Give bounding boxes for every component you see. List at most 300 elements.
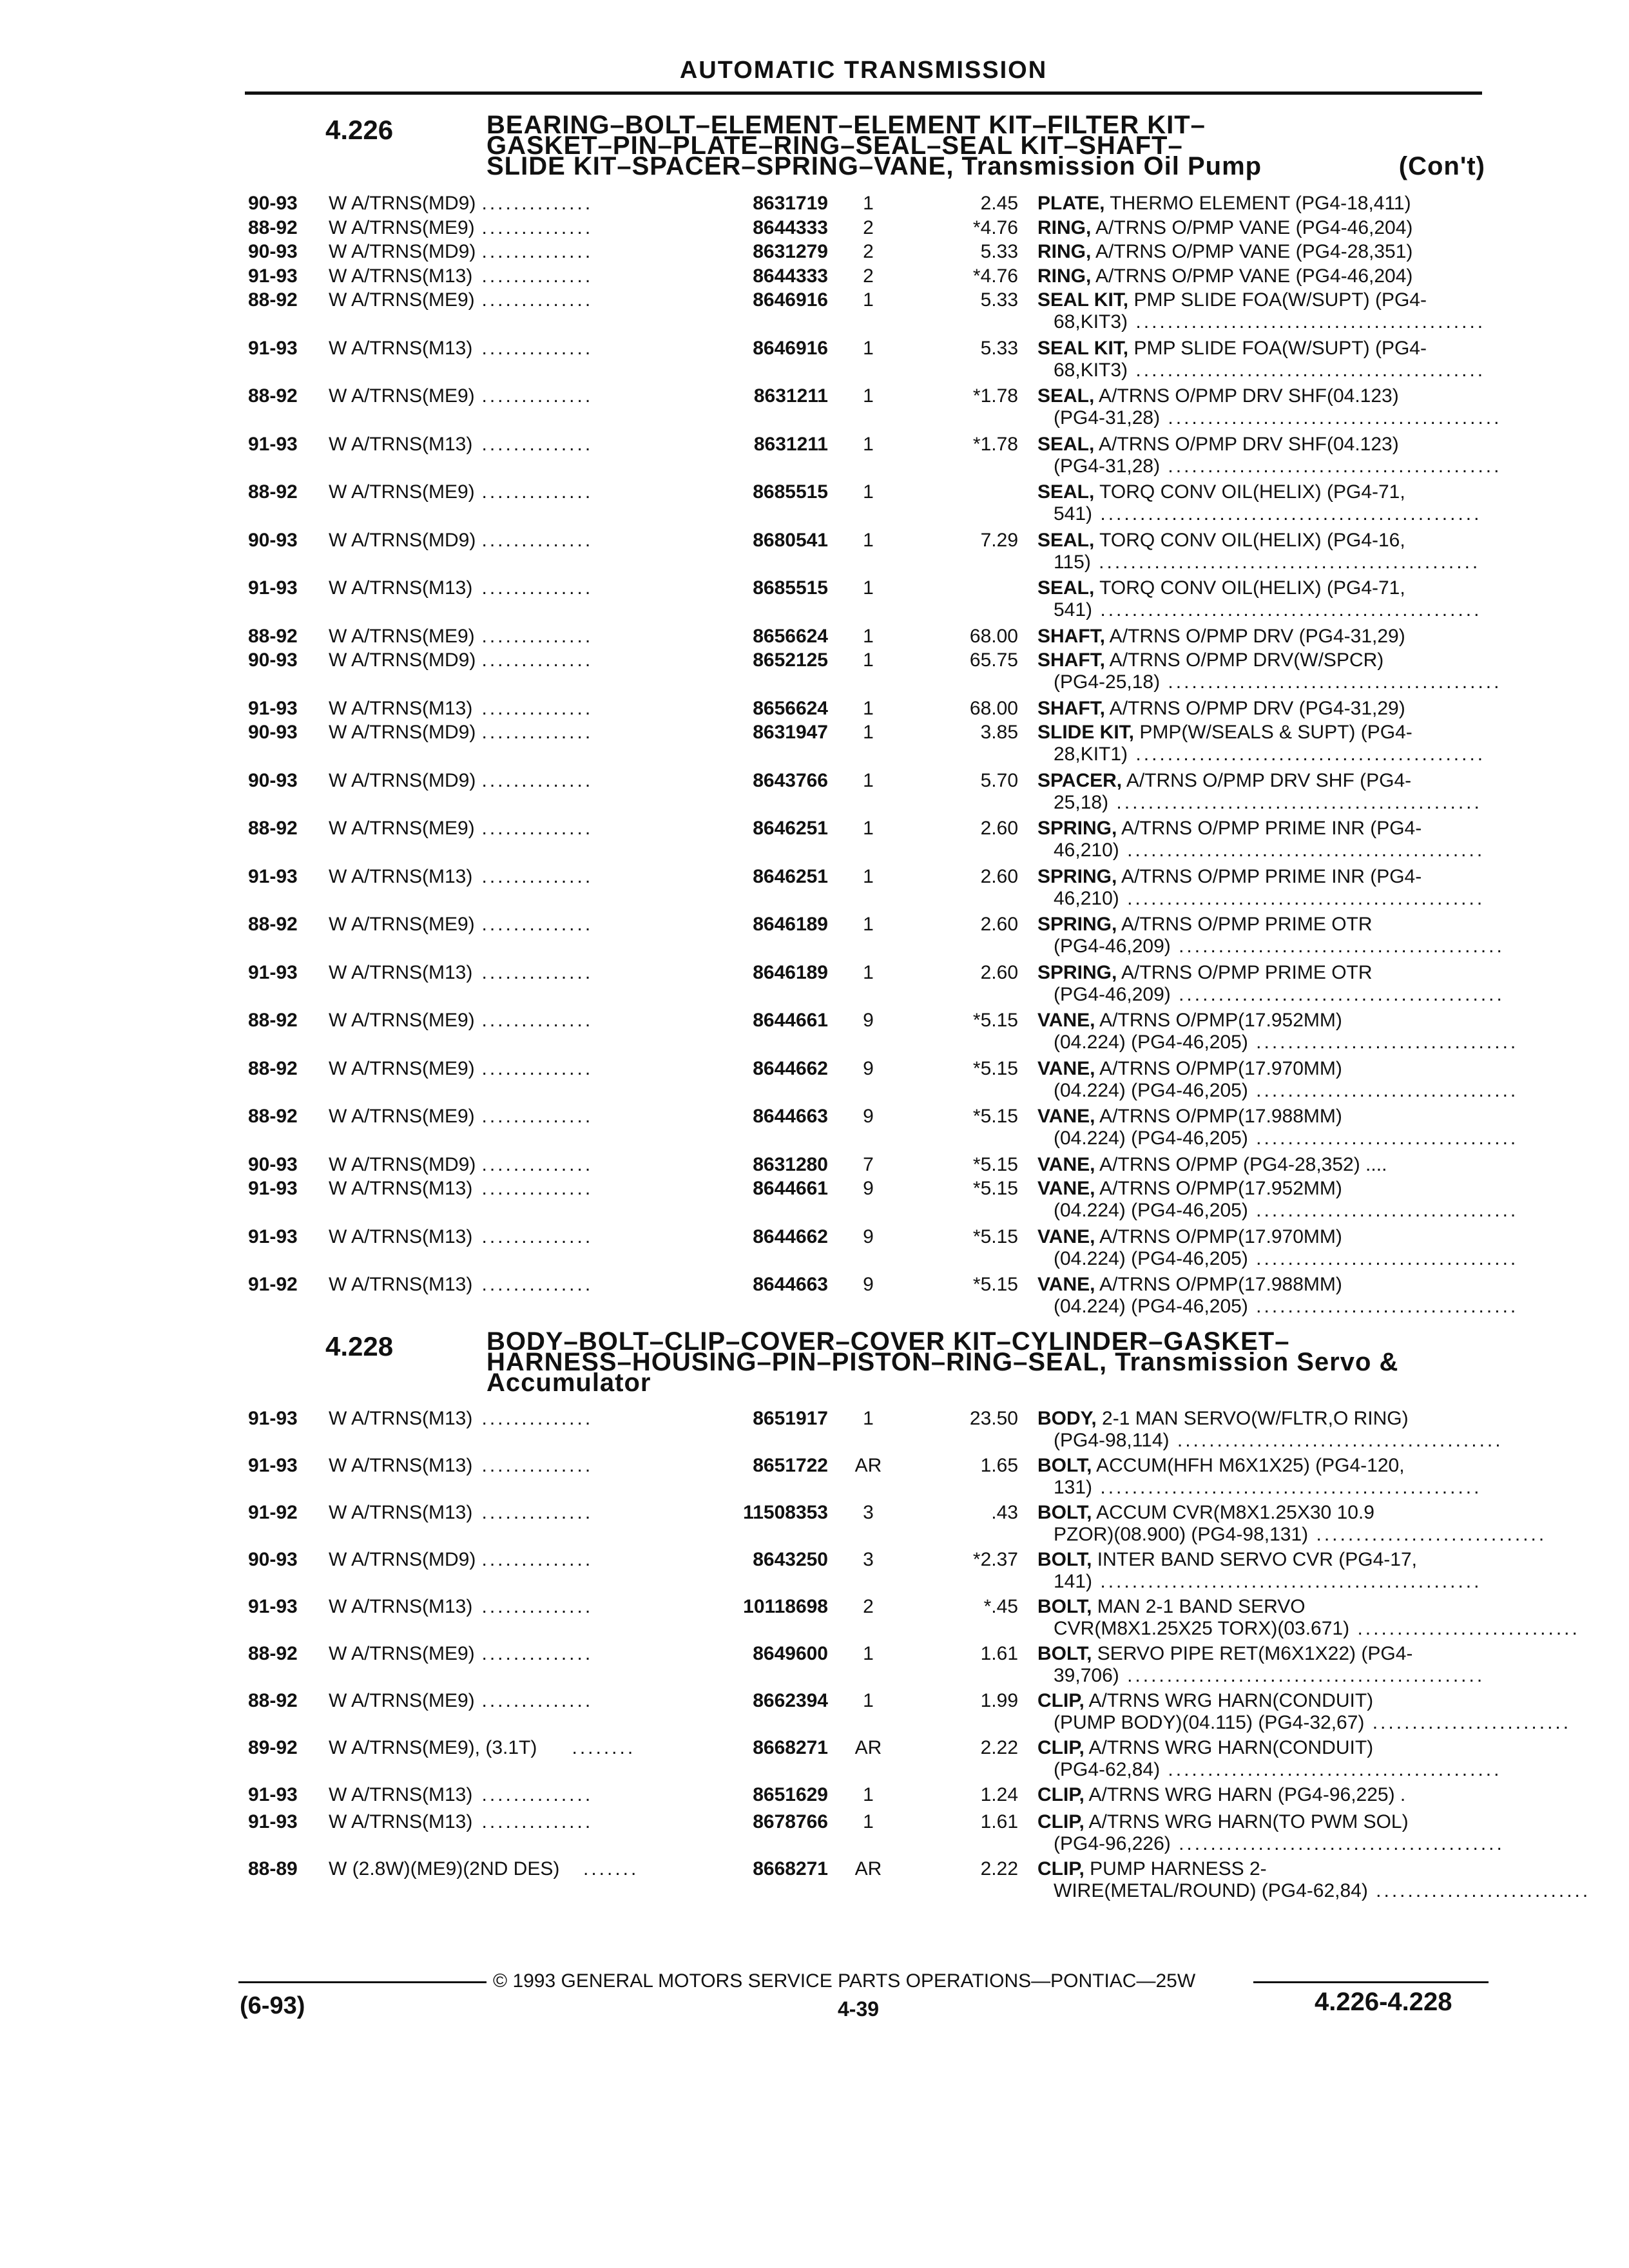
price-cell: 1.61 (980, 1643, 1018, 1664)
leader-dots: .............. (481, 1596, 593, 1617)
section-title-line: GASKET–PIN–PLATE–RING–SEAL–SEAL KIT–SHAFT– (487, 131, 1183, 160)
part-name: SPRING, (1037, 914, 1117, 935)
description-cell (1037, 240, 1412, 264)
part-detail: A/TRNS O/PMP DRV (PG4-31,29) (1105, 697, 1405, 719)
quantity-cell: 1 (863, 961, 874, 983)
section-title-line: HARNESS–HOUSING–PIN–PISTON–RING–SEAL, Transmission Servo & (487, 1348, 1399, 1376)
application-cell: W A/TRNS(MD9) (329, 1549, 476, 1570)
years-cell: 91-93 (248, 1784, 298, 1805)
years-cell: 88-92 (248, 1643, 298, 1664)
part-name: SPRING, (1037, 865, 1117, 887)
part-number-cell: 8652125 (753, 649, 828, 671)
years-cell: 91-93 (248, 433, 298, 455)
leader-dots: .............. (481, 241, 593, 262)
part-number-cell: 8644661 (753, 1010, 828, 1031)
price-cell: *2.37 (972, 1549, 1018, 1570)
part-number-cell: 8668271 (753, 1858, 828, 1879)
section-title (487, 1327, 1485, 1397)
quantity-cell: 9 (863, 1010, 874, 1031)
quantity-cell: 1 (863, 722, 874, 743)
years-cell: 91-93 (248, 1596, 298, 1617)
price-cell: *5.15 (972, 1225, 1018, 1247)
application-cell: W A/TRNS(ME9) (329, 1057, 475, 1079)
price-cell: *5.15 (972, 1274, 1018, 1295)
price-cell: *5.15 (972, 1010, 1018, 1031)
part-detail: A/TRNS O/PMP DRV(W/SPCR) (1105, 649, 1384, 671)
leader-dots: .............. (481, 1811, 593, 1832)
application-cell: W A/TRNS(ME9) (329, 1643, 475, 1664)
description-cell (1037, 1225, 1342, 1249)
part-detail-continued: (PG4-31,28) (1054, 455, 1161, 477)
application-cell: W A/TRNS(M13) (329, 1455, 473, 1476)
years-cell: 91-93 (248, 1178, 298, 1199)
years-cell: 91-93 (248, 1408, 298, 1429)
section-title-line: SLIDE KIT–SPACER–SPRING–VANE, Transmission Oil Pump (487, 152, 1262, 180)
price-cell: 1.61 (980, 1811, 1018, 1832)
part-name: SEAL, (1037, 529, 1095, 551)
part-name: VANE, (1037, 1225, 1095, 1247)
description-cell (1037, 697, 1405, 720)
quantity-cell: 9 (863, 1178, 874, 1199)
years-cell: 90-93 (248, 769, 298, 791)
part-number-cell: 8646251 (753, 865, 828, 887)
part-name: SEAL KIT, (1037, 289, 1129, 311)
application-cell: W A/TRNS(MD9) (329, 193, 476, 214)
leader-dots: ........ (572, 1737, 636, 1758)
quantity-cell: 3 (863, 1502, 874, 1523)
description-cell (1037, 577, 1405, 600)
years-cell: 88-92 (248, 289, 298, 311)
years-cell: 89-92 (248, 1737, 298, 1758)
part-number-cell: 8685515 (753, 481, 828, 503)
leader-dots: .............. (481, 433, 593, 455)
leader-dots: ................................. (1248, 1200, 1519, 1221)
description-cell (1037, 1177, 1342, 1200)
part-name: SLIDE KIT, (1037, 722, 1135, 743)
description-continuation (1054, 311, 1485, 334)
leader-dots: .......................................... (1160, 407, 1502, 428)
leader-dots: .............. (481, 1549, 593, 1570)
description-cell (1037, 1105, 1342, 1128)
leader-dots: .............. (481, 1010, 593, 1031)
leader-dots: ............................................. (1119, 887, 1485, 909)
part-name: CLIP, (1037, 1737, 1084, 1758)
part-name: PLATE, (1037, 193, 1105, 214)
quantity-cell: 1 (863, 769, 874, 791)
leader-dots: ........................... (1367, 1880, 1591, 1901)
description-cell (1037, 817, 1422, 840)
leader-dots: .............. (481, 722, 593, 743)
application-cell: W A/TRNS(MD9) (329, 529, 476, 551)
part-number-cell: 8643250 (753, 1549, 828, 1570)
years-cell: 88-92 (248, 481, 298, 503)
part-number-cell: 8680541 (753, 529, 828, 551)
description-continuation (1054, 1476, 1481, 1499)
leader-dots: ................................................ (1092, 1477, 1482, 1498)
quantity-cell: 3 (863, 1549, 874, 1570)
part-detail: A/TRNS WRG HARN (PG4-96,225) . (1084, 1784, 1406, 1805)
part-detail: TORQ CONV OIL(HELIX) (PG4-71, (1094, 577, 1405, 599)
part-detail: A/TRNS O/PMP VANE (PG4-28,351) (1091, 241, 1413, 262)
part-detail: A/TRNS O/PMP VANE (PG4-46,204) (1091, 265, 1413, 287)
part-detail: INTER BAND SERVO CVR (PG4-17, (1092, 1549, 1418, 1570)
part-detail: A/TRNS O/PMP PRIME INR (PG4- (1117, 865, 1422, 887)
description-cell (1037, 721, 1412, 744)
description-continuation (1054, 1617, 1580, 1640)
part-detail-continued: (PG4-46,209) (1054, 936, 1171, 957)
part-detail-continued: 68,KIT3) (1054, 311, 1128, 332)
leader-dots: .............. (481, 1057, 593, 1079)
description-continuation (1054, 983, 1505, 1006)
section-number: 4.226 (325, 115, 394, 145)
part-number-cell: 8644333 (753, 265, 828, 287)
part-name: BOLT, (1037, 1549, 1092, 1570)
part-number-cell: 8678766 (753, 1811, 828, 1832)
leader-dots: ............................................. (1119, 1665, 1485, 1686)
price-cell: *5.15 (972, 1057, 1018, 1079)
part-detail: A/TRNS O/PMP DRV SHF(04.123) (1094, 433, 1399, 455)
years-cell: 91-93 (248, 577, 298, 599)
application-cell: W A/TRNS(ME9) (329, 289, 475, 311)
leader-dots: .............. (481, 1643, 593, 1664)
description-cell (1037, 625, 1405, 648)
description-cell (1037, 1642, 1412, 1666)
part-detail: 2-1 MAN SERVO(W/FLTR,O RING) (1096, 1408, 1409, 1429)
description-continuation (1054, 1199, 1518, 1222)
part-name: BOLT, (1037, 1455, 1092, 1476)
part-name: VANE, (1037, 1106, 1095, 1127)
part-detail-continued: WIRE(METAL/ROUND) (PG4-62,84) (1054, 1880, 1368, 1901)
price-cell: 23.50 (969, 1408, 1018, 1429)
part-name: SEAL KIT, (1037, 337, 1129, 359)
part-detail-continued: 131) (1054, 1477, 1093, 1498)
leader-dots: ................................................ (1092, 503, 1482, 524)
description-cell (1037, 1548, 1417, 1571)
description-continuation (1054, 1247, 1518, 1271)
part-name: VANE, (1037, 1153, 1095, 1175)
part-detail-continued: (PG4-98,114) (1054, 1430, 1170, 1451)
part-detail: A/TRNS O/PMP VANE (PG4-46,204) (1091, 216, 1413, 238)
part-detail: PUMP HARNESS 2- (1084, 1858, 1267, 1879)
price-cell: 2.60 (980, 961, 1018, 983)
application-cell: W A/TRNS(MD9) (329, 769, 476, 791)
years-cell: 91-93 (248, 697, 298, 719)
price-cell: .43 (991, 1502, 1018, 1523)
part-name: SHAFT, (1037, 697, 1105, 719)
description-cell (1037, 1858, 1267, 1881)
part-name: SEAL, (1037, 481, 1095, 503)
part-name: SHAFT, (1037, 649, 1105, 671)
years-cell: 88-92 (248, 1010, 298, 1031)
part-detail-continued: (PG4-46,209) (1054, 983, 1171, 1005)
price-cell: 7.29 (980, 529, 1018, 551)
price-cell: *1.78 (972, 385, 1018, 407)
part-detail-continued: (PG4-62,84) (1054, 1759, 1161, 1780)
part-number-cell: 8644661 (753, 1178, 828, 1199)
leader-dots: .............. (481, 265, 593, 287)
part-name: VANE, (1037, 1178, 1095, 1199)
price-cell: 1.99 (980, 1690, 1018, 1711)
application-cell: W A/TRNS(ME9) (329, 1010, 475, 1031)
leader-dots: .............. (481, 216, 593, 238)
part-number-cell: 8631211 (753, 433, 828, 455)
description-continuation (1054, 935, 1505, 958)
leader-dots: .............. (481, 289, 593, 311)
description-cell (1037, 1689, 1373, 1713)
application-cell: W A/TRNS(M13) (329, 1811, 473, 1832)
application-cell: W A/TRNS(M13) (329, 577, 473, 599)
years-cell: 91-93 (248, 337, 298, 359)
price-cell: *.45 (983, 1596, 1018, 1617)
description-cell (1037, 1057, 1342, 1081)
price-cell: *4.76 (972, 265, 1018, 287)
leader-dots: ............................................. (1119, 840, 1485, 861)
leader-dots: ................................. (1248, 1247, 1519, 1269)
application-cell: W A/TRNS(ME9) (329, 914, 475, 935)
quantity-cell: 2 (863, 1596, 874, 1617)
leader-dots: .............. (481, 481, 593, 503)
description-cell (1037, 481, 1405, 504)
part-detail: PMP SLIDE FOA(W/SUPT) (PG4- (1128, 337, 1427, 359)
description-cell (1037, 529, 1405, 552)
part-number-cell: 8631719 (753, 193, 828, 214)
description-cell (1037, 192, 1411, 215)
application-cell: W A/TRNS(M13) (329, 265, 473, 287)
description-cell (1037, 649, 1383, 672)
part-number-cell: 8643766 (753, 769, 828, 791)
part-number-cell: 8644662 (753, 1057, 828, 1079)
section-title (487, 111, 1485, 180)
application-cell: W A/TRNS(M13) (329, 697, 473, 719)
price-cell: 68.00 (969, 697, 1018, 719)
leader-dots: .............. (481, 649, 593, 671)
part-detail: A/TRNS O/PMP (PG4-28,352) .... (1095, 1153, 1387, 1175)
leader-dots: .............. (481, 697, 593, 719)
part-detail: A/TRNS O/PMP(17.988MM) (1095, 1274, 1342, 1295)
part-name: SEAL, (1037, 433, 1095, 455)
part-name: VANE, (1037, 1057, 1095, 1079)
years-cell: 90-93 (248, 722, 298, 743)
price-cell: 2.45 (980, 193, 1018, 214)
leader-dots: .............. (481, 865, 593, 887)
years-cell: 88-92 (248, 385, 298, 407)
part-name: SEAL, (1037, 577, 1095, 599)
leader-dots: .......................................... (1160, 455, 1502, 477)
leader-dots: .............. (481, 1274, 593, 1295)
continued-label: (Con't) (1398, 152, 1485, 180)
years-cell: 91-92 (248, 1502, 298, 1523)
description-continuation (1054, 887, 1485, 910)
leader-dots: ................................. (1248, 1296, 1519, 1317)
leader-dots: .............. (481, 818, 593, 839)
description-continuation (1054, 1079, 1518, 1102)
price-cell: 1.24 (980, 1784, 1018, 1805)
leader-dots: .............. (481, 577, 593, 599)
price-cell: *5.15 (972, 1106, 1018, 1127)
quantity-cell: 1 (863, 1784, 874, 1805)
leader-dots: .............. (481, 1178, 593, 1199)
leader-dots: .............. (481, 914, 593, 935)
application-cell: W (2.8W)(ME9)(2ND DES) (329, 1858, 560, 1879)
application-cell: W A/TRNS(ME9) (329, 216, 475, 238)
part-detail: A/TRNS O/PMP DRV SHF (PG4- (1122, 769, 1412, 791)
description-continuation (1054, 1758, 1501, 1782)
price-cell: *4.76 (972, 216, 1018, 238)
part-detail: A/TRNS O/PMP DRV (PG4-31,29) (1105, 625, 1405, 647)
leader-dots: .............. (481, 1408, 593, 1429)
price-cell: 5.33 (980, 289, 1018, 311)
price-cell: 5.70 (980, 769, 1018, 791)
years-cell: 90-93 (248, 649, 298, 671)
part-detail: THERMO ELEMENT (PG4-18,411) (1104, 193, 1411, 214)
quantity-cell: AR (854, 1455, 882, 1476)
part-detail-continued: 541) (1054, 503, 1093, 524)
quantity-cell: AR (854, 1737, 882, 1758)
part-detail-continued: PZOR)(08.900) (PG4-98,131) (1054, 1524, 1309, 1545)
price-cell: *5.15 (972, 1153, 1018, 1175)
part-detail-continued: (PG4-25,18) (1054, 671, 1161, 693)
application-cell: W A/TRNS(M13) (329, 1274, 473, 1295)
application-cell: W A/TRNS(MD9) (329, 722, 476, 743)
leader-dots: .............. (481, 1502, 593, 1523)
part-detail: A/TRNS O/PMP(17.988MM) (1095, 1106, 1342, 1127)
leader-dots: ................................. (1248, 1128, 1519, 1149)
part-detail: SERVO PIPE RET(M6X1X22) (PG4- (1092, 1643, 1413, 1664)
footer-rule-left (238, 1981, 487, 1983)
price-cell: 65.75 (969, 649, 1018, 671)
description-cell (1037, 1273, 1342, 1296)
quantity-cell: 1 (863, 649, 874, 671)
section-title-line: Accumulator (487, 1369, 651, 1397)
years-cell: 88-92 (248, 1057, 298, 1079)
part-detail: A/TRNS WRG HARN(CONDUIT) (1084, 1737, 1374, 1758)
quantity-cell: 1 (863, 289, 874, 311)
part-number-cell: 8656624 (753, 625, 828, 647)
quantity-cell: 1 (863, 818, 874, 839)
quantity-cell: 2 (863, 216, 874, 238)
page-title: AUTOMATIC TRANSMISSION (679, 57, 1048, 84)
years-cell: 91-93 (248, 865, 298, 887)
leader-dots: .............................................. (1108, 791, 1482, 813)
copyright-notice: © 1993 GENERAL MOTORS SERVICE PARTS OPERATIONS—PONTIAC—25W (493, 1970, 1196, 1992)
quantity-cell: 9 (863, 1225, 874, 1247)
part-name: RING, (1037, 265, 1092, 287)
description-cell (1037, 1407, 1409, 1430)
application-cell: W A/TRNS(M13) (329, 1596, 473, 1617)
application-cell: W A/TRNS(ME9), (3.1T) (329, 1737, 537, 1758)
description-cell (1037, 769, 1411, 793)
price-cell: 5.33 (980, 241, 1018, 262)
part-number-cell: 8646189 (753, 914, 828, 935)
part-detail: A/TRNS O/PMP DRV SHF(04.123) (1094, 385, 1399, 407)
price-cell: 2.60 (980, 914, 1018, 935)
quantity-cell: 7 (863, 1153, 874, 1175)
part-name: BOLT, (1037, 1502, 1092, 1523)
description-cell (1037, 1501, 1374, 1524)
part-number-cell: 8651722 (753, 1455, 828, 1476)
part-detail: ACCUM(HFH M6X1X25) (PG4-120, (1092, 1455, 1405, 1476)
application-cell: W A/TRNS(M13) (329, 1784, 473, 1805)
quantity-cell: 1 (863, 385, 874, 407)
description-continuation (1054, 407, 1501, 430)
quantity-cell: 1 (863, 914, 874, 935)
header-rule (245, 91, 1482, 95)
description-continuation (1054, 1832, 1505, 1856)
part-detail-continued: 141) (1054, 1571, 1093, 1592)
page-number: 4-39 (838, 1997, 880, 2021)
description-continuation (1054, 1031, 1518, 1054)
description-cell (1037, 865, 1422, 889)
leader-dots: .......................................... (1160, 671, 1502, 693)
quantity-cell: 9 (863, 1106, 874, 1127)
description-continuation (1054, 671, 1501, 694)
years-cell: 88-92 (248, 818, 298, 839)
part-name: BODY, (1037, 1408, 1097, 1429)
part-detail: A/TRNS O/PMP PRIME OTR (1117, 961, 1373, 983)
part-detail: ACCUM CVR(M8X1.25X30 10.9 (1092, 1502, 1374, 1523)
leader-dots: .............. (481, 529, 593, 551)
years-cell: 91-92 (248, 1274, 298, 1295)
leader-dots: .......................................... (1160, 1759, 1502, 1780)
years-cell: 88-92 (248, 914, 298, 935)
part-detail-continued: (04.224) (PG4-46,205) (1054, 1128, 1248, 1149)
part-detail: A/TRNS O/PMP PRIME OTR (1117, 914, 1373, 935)
part-detail: MAN 2-1 BAND SERVO (1092, 1596, 1306, 1617)
years-cell: 90-93 (248, 241, 298, 262)
part-number-cell: 8631279 (753, 241, 828, 262)
description-cell (1037, 385, 1399, 408)
price-cell: *5.15 (972, 1178, 1018, 1199)
quantity-cell: 1 (863, 1811, 874, 1832)
leader-dots: ......................................... (1170, 983, 1505, 1005)
description-continuation (1054, 743, 1485, 766)
part-name: CLIP, (1037, 1858, 1084, 1879)
application-cell: W A/TRNS(M13) (329, 433, 473, 455)
description-cell (1037, 1595, 1306, 1619)
application-cell: W A/TRNS(ME9) (329, 1106, 475, 1127)
description-continuation (1054, 503, 1481, 526)
leader-dots: ............................................ (1128, 359, 1486, 381)
quantity-cell: 1 (863, 577, 874, 599)
description-continuation (1054, 455, 1501, 478)
leader-dots: ............................. (1308, 1524, 1547, 1545)
description-cell (1037, 216, 1412, 240)
part-name: BOLT, (1037, 1643, 1092, 1664)
part-number-cell: 8651917 (753, 1408, 828, 1429)
application-cell: W A/TRNS(M13) (329, 1408, 473, 1429)
part-name: RING, (1037, 241, 1092, 262)
part-name: CLIP, (1037, 1811, 1084, 1832)
description-cell (1037, 433, 1399, 456)
part-number-cell: 8644663 (753, 1106, 828, 1127)
price-cell: 2.60 (980, 818, 1018, 839)
leader-dots: .............. (481, 1690, 593, 1711)
part-detail-continued: (04.224) (PG4-46,205) (1054, 1079, 1248, 1101)
part-number-cell: 8651629 (753, 1784, 828, 1805)
years-cell: 90-93 (248, 529, 298, 551)
part-name: SHAFT, (1037, 625, 1105, 647)
years-cell: 90-93 (248, 1549, 298, 1570)
application-cell: W A/TRNS(ME9) (329, 625, 475, 647)
description-cell (1037, 961, 1373, 985)
part-name: BOLT, (1037, 1596, 1092, 1617)
part-name: SPRING, (1037, 818, 1117, 839)
price-cell: 2.22 (980, 1858, 1018, 1879)
price-cell: 1.65 (980, 1455, 1018, 1476)
years-cell: 91-93 (248, 1811, 298, 1832)
description-cell (1037, 1153, 1387, 1177)
years-cell: 88-89 (248, 1858, 298, 1879)
